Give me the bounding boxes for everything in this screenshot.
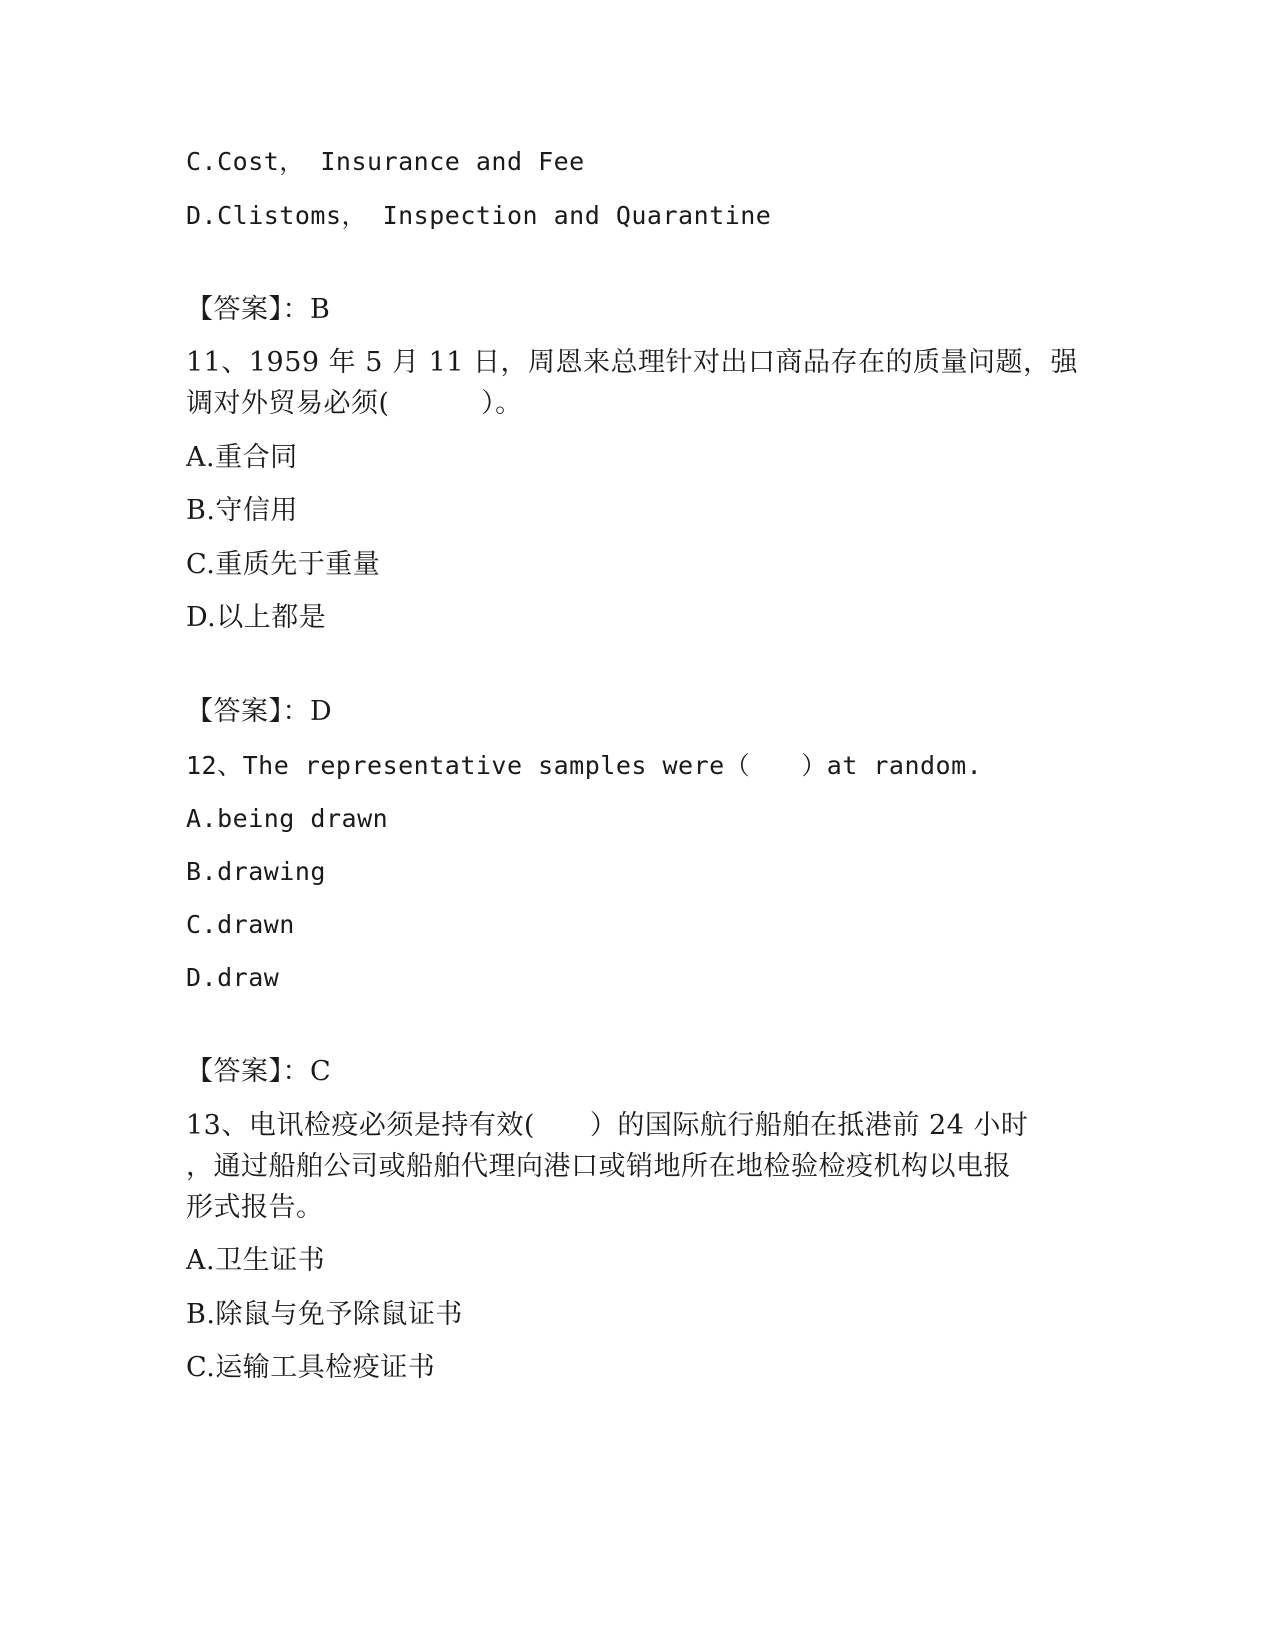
q11-option-c: C.重质先于重量 [186,549,381,580]
q13-option-a: A.卫生证书 [186,1245,326,1276]
q13-stem-line-2: ，通过船舶公司或船舶代理向港口或销地所在地检验检疫机构以电报 [186,1151,1011,1182]
q11-answer: 【答案】：D [186,696,333,727]
q11-stem-line-2: 调对外贸易必须( ）。 [186,388,523,419]
q13-option-b: B.除鼠与免予除鼠证书 [186,1299,463,1330]
q12-option-c: C.drawn [186,910,295,939]
q13-stem-line-3: 形式报告。 [186,1192,324,1223]
q12-option-d: D.draw [186,963,280,992]
q12-stem: 12、The representative samples were（ ）at random. [186,751,983,780]
q10-answer: 【答案】：B [186,294,331,325]
q10-option-c: C.Cost， Insurance and Fee [186,147,585,176]
q11-option-a: A.重合同 [186,442,298,473]
q12-option-b: B.drawing [186,857,326,886]
q12-option-a: A.being drawn [186,804,389,833]
q10-option-d: D.Clistoms， Inspection and Quarantine [186,201,772,230]
q11-stem-line-1: 11、1959 年 5 月 11 日，周恩来总理针对出口商品存在的质量问题，强 [186,347,1079,378]
q11-option-d: D.以上都是 [186,602,327,633]
q13-option-c: C.运输工具检疫证书 [186,1352,436,1383]
q11-option-b: B.守信用 [186,495,298,526]
q13-stem-line-1: 13、电讯检疫必须是持有效( ）的国际航行船舶在抵港前 24 小时 [186,1110,1029,1141]
q12-answer: 【答案】：C [186,1056,332,1087]
